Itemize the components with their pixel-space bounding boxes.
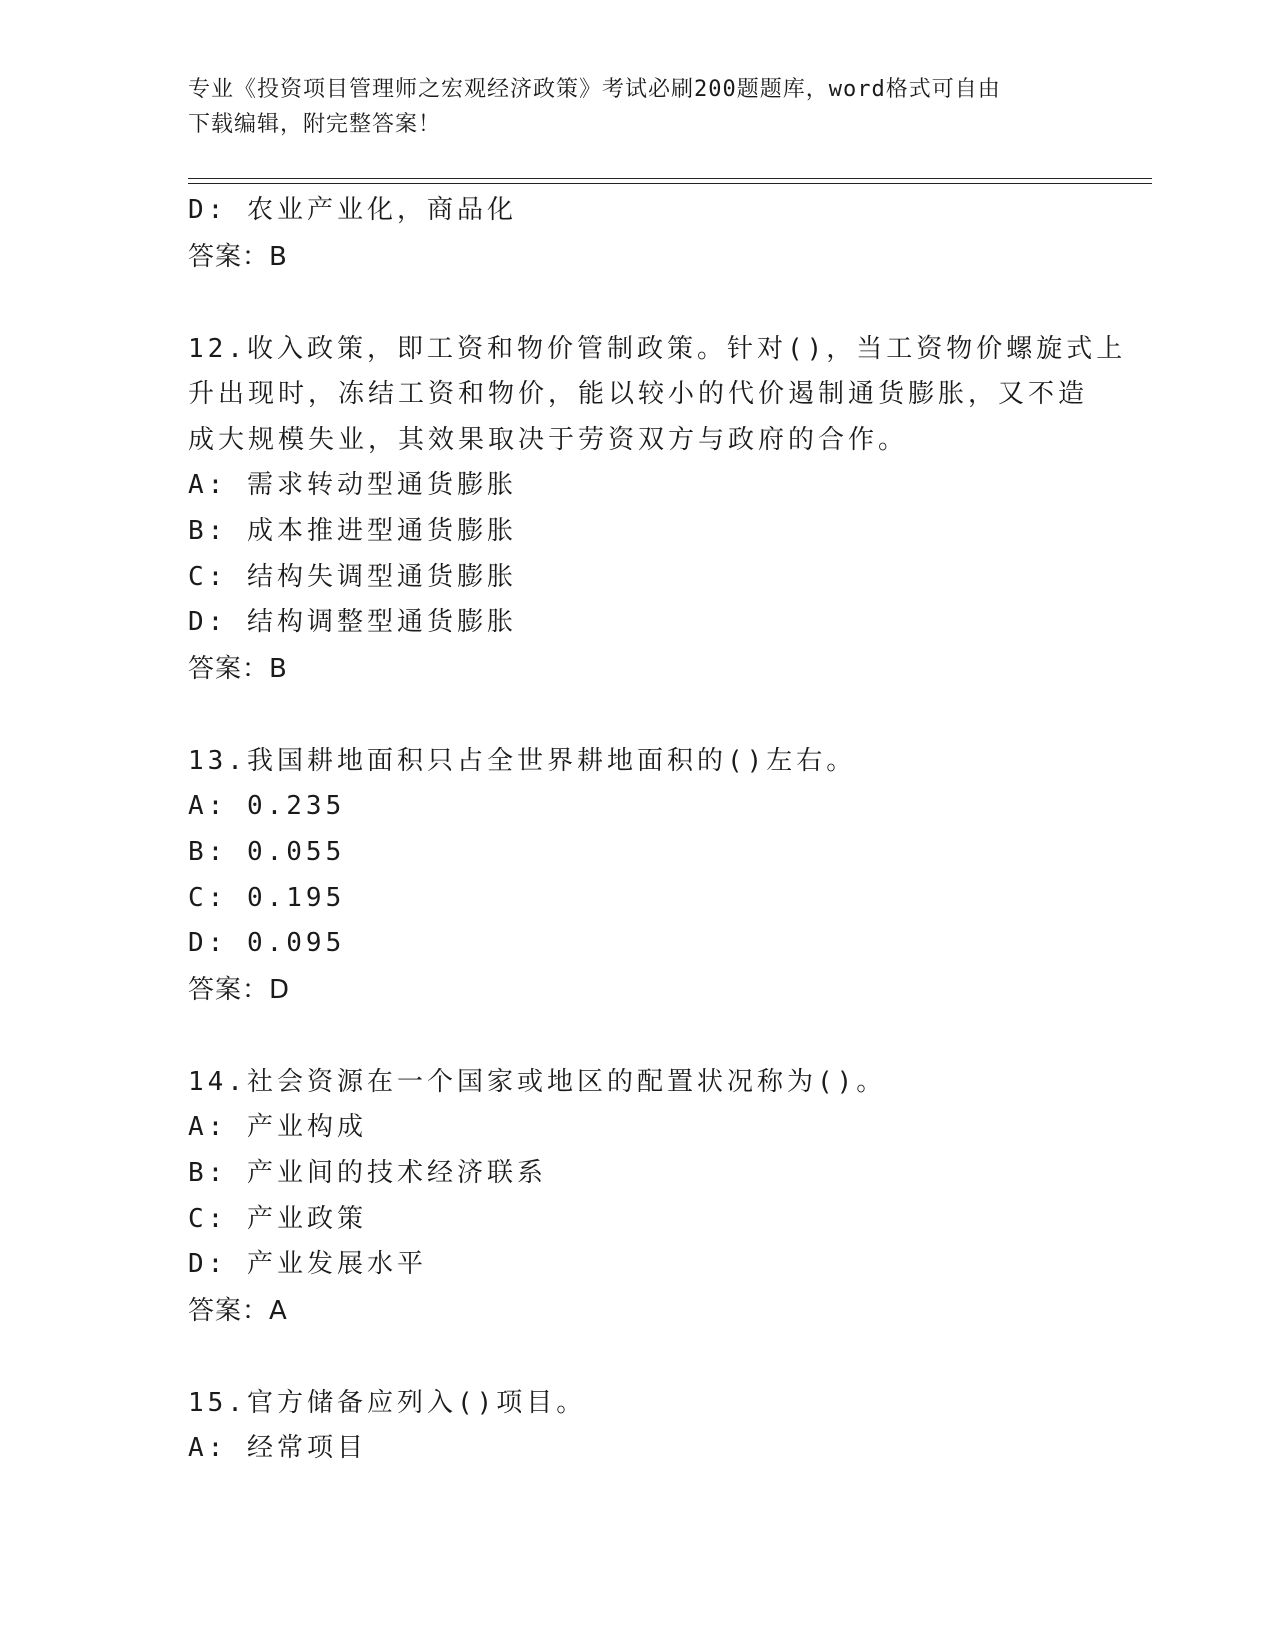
question-stem-line: 成大规模失业，其效果取决于劳资双方与政府的合作。 <box>188 424 909 455</box>
answer-label: 答案：B <box>188 653 288 684</box>
question-11 <box>188 188 1088 280</box>
answer-label: 答案：B <box>188 241 288 272</box>
option-d: D: 0.095 <box>188 928 346 959</box>
question-stem: 15.官方储备应列入()项目。 <box>188 1387 587 1418</box>
answer-label: 答案：A <box>188 1295 288 1326</box>
option-c: C: 0.195 <box>188 882 346 913</box>
option-a: A: 产业构成 <box>188 1112 367 1143</box>
question-stem-line: 12.收入政策，即工资和物价管制政策。针对()，当工资物价螺旋式上 <box>188 333 1127 364</box>
question-14 <box>188 1060 1088 1334</box>
header-line-2: 下载编辑，附完整答案！ <box>188 112 442 137</box>
option-c: C: 结构失调型通货膨胀 <box>188 561 517 592</box>
header-divider-bottom <box>188 183 1152 184</box>
question-13 <box>188 739 1088 1013</box>
answer-label: 答案：D <box>188 974 291 1005</box>
option-a: A: 经常项目 <box>188 1433 367 1464</box>
option-a: A: 需求转动型通货膨胀 <box>188 470 517 501</box>
document-header <box>188 72 1088 142</box>
option-d: D: 结构调整型通货膨胀 <box>188 607 517 638</box>
question-stem: 14.社会资源在一个国家或地区的配置状况称为()。 <box>188 1066 887 1097</box>
header-divider-top <box>188 178 1152 179</box>
question-stem: 13.我国耕地面积只占全世界耕地面积的()左右。 <box>188 745 857 776</box>
option-b: B: 0.055 <box>188 836 346 867</box>
option-b: B: 成本推进型通货膨胀 <box>188 515 517 546</box>
option-a: A: 0.235 <box>188 791 346 822</box>
question-15 <box>188 1381 1088 1472</box>
header-line-1: 专业《投资项目管理师之宏观经济政策》考试必刷200题题库，word格式可自由 <box>188 77 1001 102</box>
question-list <box>188 188 1127 1472</box>
option-c: C: 产业政策 <box>188 1203 367 1234</box>
option-d: D: 农业产业化，商品化 <box>188 195 517 225</box>
option-b: B: 产业间的技术经济联系 <box>188 1157 547 1188</box>
question-12 <box>188 327 1127 692</box>
question-stem-line: 升出现时，冻结工资和物价，能以较小的代价遏制通货膨胀，又不造 <box>188 379 1089 410</box>
option-d: D: 产业发展水平 <box>188 1249 427 1280</box>
